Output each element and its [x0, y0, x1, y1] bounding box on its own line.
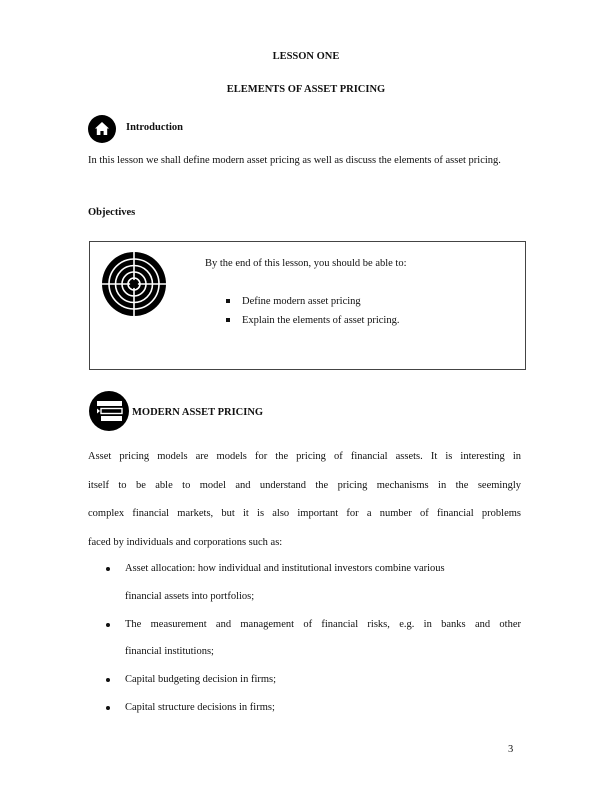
- lesson-subtitle: ELEMENTS OF ASSET PRICING: [226, 84, 386, 95]
- square-bullet-icon: [226, 318, 230, 322]
- section-heading: MODERN ASSET PRICING: [132, 407, 264, 418]
- introduction-heading: Introduction: [126, 122, 183, 133]
- list-item: Asset allocation: how individual and institutional investors combine various financial assets into portfolios;: [106, 555, 521, 611]
- square-bullet-icon: [226, 299, 230, 303]
- introduction-text: In this lesson we shall define modern asset pricing as well as discuss the elements of asset pricing.: [88, 155, 501, 166]
- section-bullet-list: [106, 555, 521, 722]
- bullet-icon: [106, 678, 110, 682]
- list-item: Capital structure decisions in firms;: [106, 694, 521, 722]
- list-item: Capital budgeting decision in firms;: [106, 666, 521, 694]
- bullet-icon: [106, 706, 110, 710]
- bullet-icon: [106, 623, 110, 627]
- bullet-icon: [106, 567, 110, 571]
- list-item: The measurement and management of financial risks, e.g. in banks and other financial institutions;: [106, 611, 521, 667]
- objective-item: Define modern asset pricing: [226, 292, 399, 311]
- objective-item: Explain the elements of asset pricing.: [226, 311, 399, 330]
- target-icon: [102, 252, 166, 316]
- page-number: 3: [508, 744, 514, 755]
- objectives-lead: By the end of this lesson, you should be able to:: [205, 258, 407, 269]
- home-icon: [88, 115, 116, 143]
- objectives-heading: Objectives: [88, 207, 136, 218]
- list-icon: [89, 391, 129, 431]
- lesson-title: LESSON ONE: [272, 51, 340, 62]
- objectives-list: [226, 292, 399, 330]
- section-paragraph: Asset pricing models are models for the pricing of financial assets. It is interesting in itself to be able to model and understand the pricing mechanisms in the seemingly complex financial markets, but it is also important for a number of financial problems faced by individuals and corporations such as:: [88, 451, 521, 548]
